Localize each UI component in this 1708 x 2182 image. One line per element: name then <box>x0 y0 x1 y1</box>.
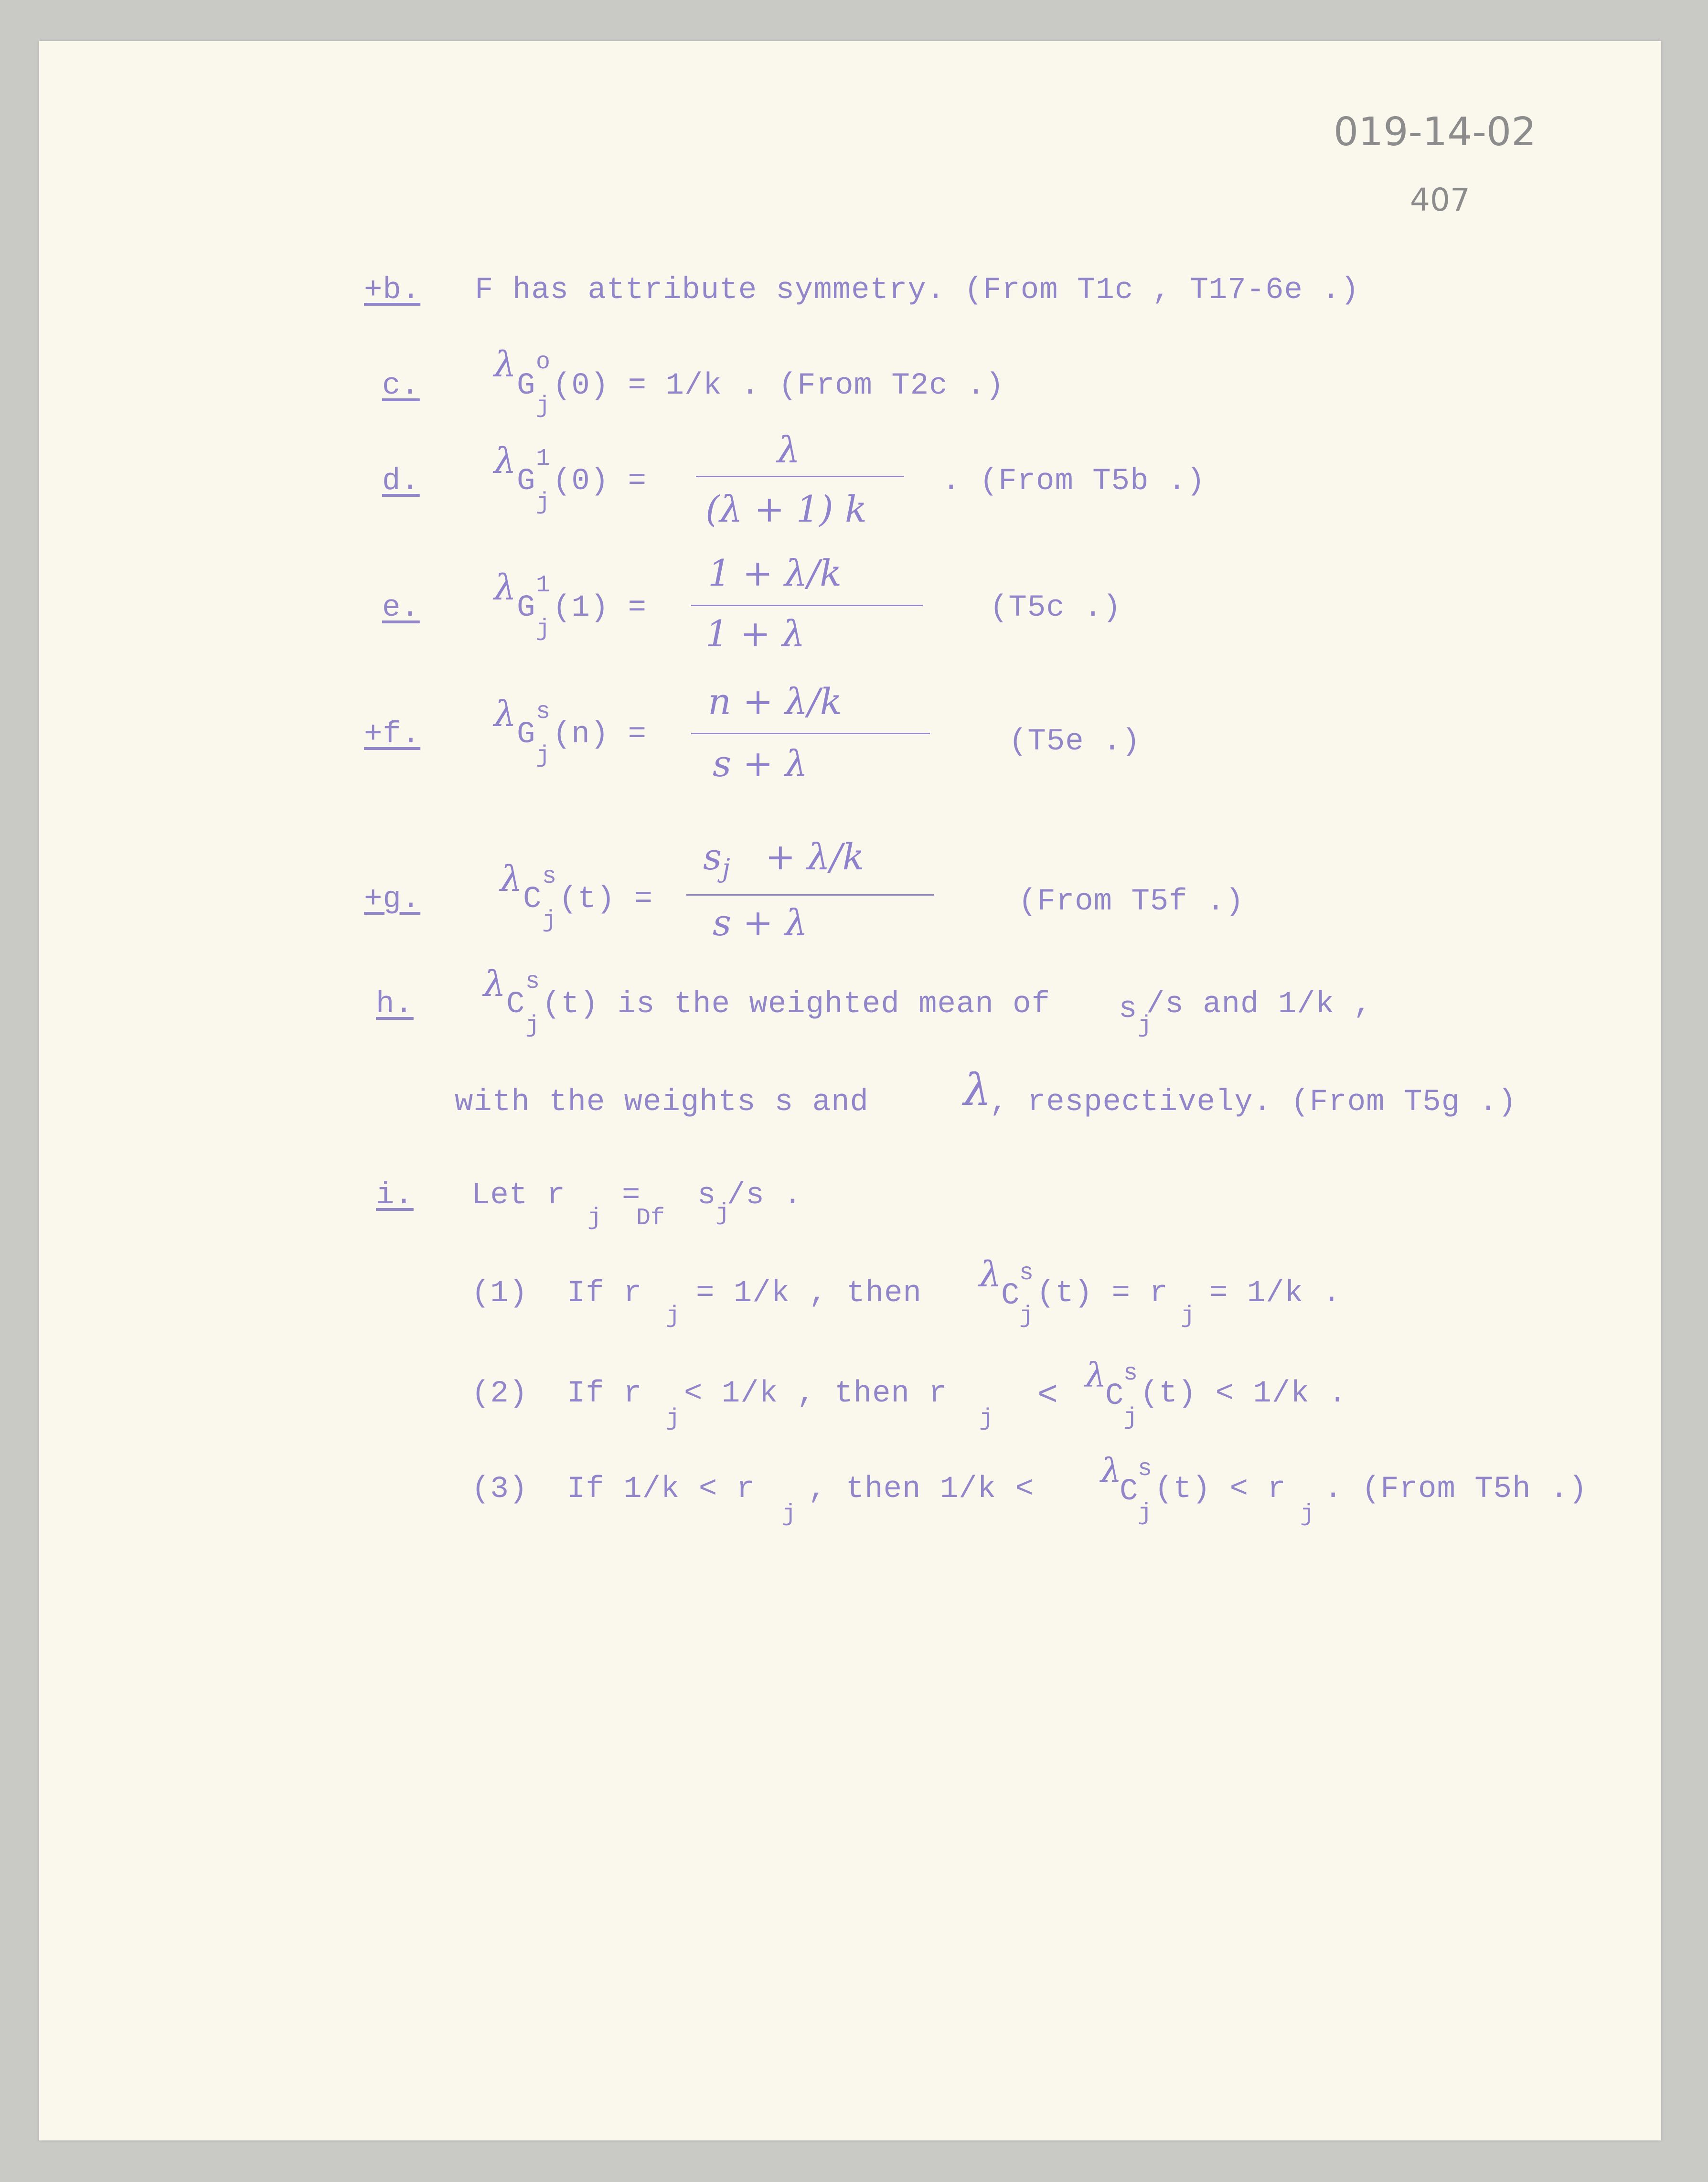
case-1-sub: j <box>1019 1303 1034 1330</box>
item-g-numerator-rest: + λ/k <box>765 835 865 878</box>
case-3-lambda: λ <box>1100 1451 1122 1490</box>
item-g-sup: s <box>542 863 557 890</box>
item-e-numerator: 1 + λ/k <box>708 552 842 594</box>
case-3-c-letter: C <box>1120 1475 1139 1509</box>
item-g-numerator-s: s <box>703 835 722 878</box>
item-i-s: s <box>697 1178 716 1213</box>
item-c-sup: o <box>536 349 551 376</box>
case-2-lambda: λ <box>1085 1356 1107 1395</box>
case-2-lt: < <box>1037 1376 1059 1415</box>
item-i-label: i. <box>376 1178 414 1213</box>
item-f-sub: j <box>536 742 551 770</box>
item-g-sub: j <box>542 907 557 934</box>
item-f-sup: s <box>536 698 551 726</box>
item-g-c: C <box>523 882 542 917</box>
case-3-a-sub: j <box>782 1501 797 1528</box>
case-2-c-letter: C <box>1105 1379 1124 1413</box>
case-3-a: If 1/k < r <box>567 1472 756 1507</box>
item-h-sub: j <box>525 1012 540 1039</box>
case-2-num: (2) <box>471 1377 528 1411</box>
item-b-label: +b. <box>364 273 421 308</box>
item-e-sup: 1 <box>536 572 551 599</box>
item-i-df: = <box>622 1178 641 1213</box>
item-e-arg: (1) = <box>553 591 647 625</box>
case-1-lambda: λ <box>979 1254 1002 1295</box>
item-d-denominator: (λ + 1) k <box>705 488 867 530</box>
item-c-text: (0) = 1/k . (From T2c .) <box>553 369 1004 403</box>
item-d-label: d. <box>382 464 420 499</box>
item-g-lambda: λ <box>500 858 523 899</box>
case-2-a: If r <box>567 1377 642 1411</box>
item-f-ref: (T5e .) <box>1009 725 1141 759</box>
item-h-sj-sub: j <box>1138 1012 1153 1039</box>
item-g-numerator-j: j <box>722 853 730 883</box>
item-e-g: G <box>517 591 536 625</box>
item-c-sub: j <box>536 393 551 420</box>
item-c-label: c. <box>382 369 420 403</box>
item-f-numerator: n + λ/k <box>708 680 842 723</box>
case-3-sub: j <box>1138 1500 1153 1527</box>
case-1-num: (1) <box>471 1276 528 1311</box>
case-2-d: (t) < 1/k . <box>1140 1377 1347 1411</box>
item-d-sub: j <box>536 489 551 516</box>
case-1-b: = 1/k , then <box>696 1276 922 1311</box>
item-e-label: e. <box>382 591 420 625</box>
item-i-intro: Let r <box>471 1178 566 1213</box>
item-d-sup: 1 <box>536 445 551 472</box>
item-g-denominator: s + λ <box>713 901 808 944</box>
item-d-arg: (0) = <box>553 464 647 499</box>
item-g-label: +g. <box>364 882 421 917</box>
case-2-b: < 1/k , then r <box>684 1377 948 1411</box>
item-e-fraction-bar <box>691 605 923 606</box>
case-3-sup: s <box>1138 1455 1153 1483</box>
item-f-denominator: s + λ <box>713 742 808 785</box>
case-2-a-sub: j <box>666 1405 681 1433</box>
item-c-g: G <box>517 369 536 403</box>
item-d-fraction-bar <box>696 476 904 477</box>
item-d-lambda: λ <box>494 440 516 481</box>
item-h-line2b: , respectively. (From T5g .) <box>990 1085 1517 1120</box>
item-e-lambda: λ <box>494 567 516 608</box>
case-3-d: . (From T5h .) <box>1324 1472 1588 1507</box>
case-2-sub: j <box>1123 1404 1138 1432</box>
case-3-c: (t) < r <box>1154 1472 1286 1507</box>
item-f-lambda: λ <box>494 694 516 735</box>
item-g-fraction-bar <box>686 894 934 896</box>
case-3-num: (3) <box>471 1472 528 1507</box>
item-h-line2-lambda: λ <box>963 1064 992 1115</box>
item-d-numerator: λ <box>777 428 801 471</box>
item-g-ref: (From T5f .) <box>1018 885 1244 919</box>
item-c-lambda: λ <box>494 344 516 385</box>
item-h-sj: s <box>1119 992 1138 1027</box>
paper-sheet <box>39 41 1661 2140</box>
item-i-df-sub: Df <box>636 1205 665 1232</box>
case-2-sup: s <box>1123 1360 1138 1387</box>
item-b-text: F has attribute symmetry. (From T1c , T17-6e .) <box>475 273 1360 308</box>
case-2-b-sub: j <box>979 1405 994 1433</box>
case-1-a: If r <box>567 1276 642 1311</box>
archive-number: 019-14-02 <box>1334 109 1537 155</box>
item-h-c: C <box>506 987 525 1022</box>
item-f-arg: (n) = <box>553 717 647 752</box>
item-h-label: h. <box>376 987 414 1022</box>
item-h-sj-rest: /s and 1/k , <box>1146 987 1372 1022</box>
item-e-denominator: 1 + λ <box>705 612 805 655</box>
case-3-c-sub: j <box>1300 1501 1315 1528</box>
item-h-line2a: with the weights s and <box>455 1085 869 1120</box>
item-i-s-sub: j <box>715 1200 730 1227</box>
page-number: 407 <box>1410 182 1470 218</box>
item-h-sup: s <box>525 968 540 995</box>
case-1-sup: s <box>1019 1260 1034 1287</box>
item-e-sub: j <box>536 616 551 643</box>
item-h-text: (t) is the weighted mean of <box>542 987 1050 1022</box>
item-i-intro-sub: j <box>587 1205 602 1232</box>
item-d-g: G <box>517 464 536 499</box>
item-f-label: +f. <box>364 717 421 752</box>
item-e-ref: (T5c .) <box>990 591 1121 625</box>
case-3-b: , then 1/k < <box>808 1472 1034 1507</box>
case-1-c-sub: j <box>1181 1303 1196 1330</box>
case-1-a-sub: j <box>666 1303 681 1330</box>
item-f-g: G <box>517 717 536 752</box>
item-f-fraction-bar <box>691 733 930 734</box>
case-1-c-letter: C <box>1001 1279 1020 1313</box>
case-1-d: = 1/k . <box>1209 1276 1341 1311</box>
item-h-lambda: λ <box>483 963 506 1005</box>
case-1-c: (t) = r <box>1036 1276 1168 1311</box>
item-d-ref: . (From T5b .) <box>942 464 1206 499</box>
item-i-intro-end: /s . <box>727 1178 802 1213</box>
item-g-arg: (t) = <box>559 882 653 917</box>
